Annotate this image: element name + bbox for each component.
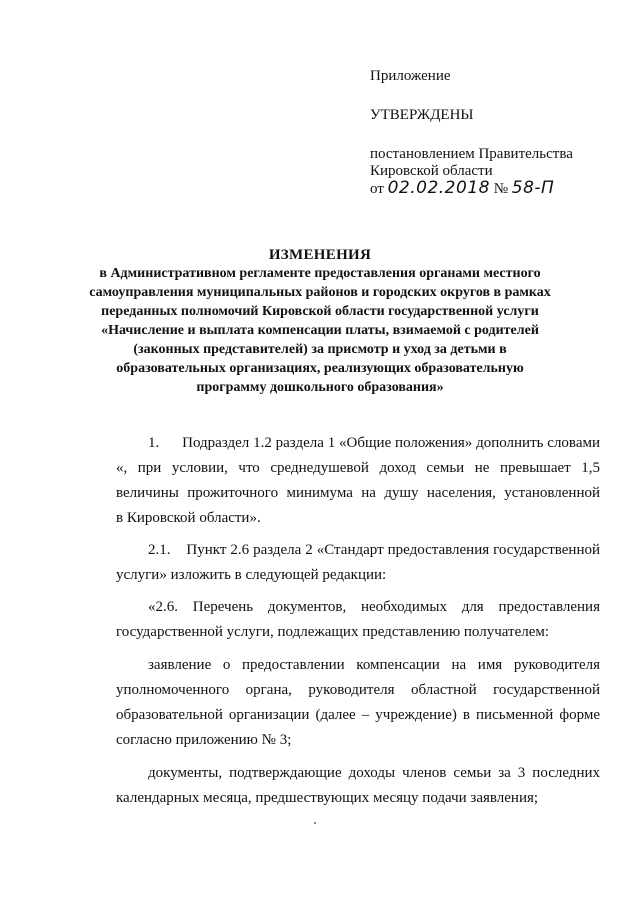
document-title (70, 246, 570, 397)
appendix-label: Приложение (370, 68, 451, 84)
decree-date-line (370, 180, 620, 198)
paragraph-2: 2.1. Пункт 2.6 раздела 2 «Стандарт предоставления государственной услуги» изложить в следующей редакции: (116, 542, 604, 583)
title-line: самоуправления муниципальных районов и городских округов в рамках (89, 285, 551, 300)
paragraph-1-end: в Кировской области». (116, 510, 261, 526)
paragraph-3: «2.6. Перечень документов, необходимых для предоставления государственной услуги, подлежащих представлению получателем: (116, 599, 600, 640)
paragraph-1: 1. Подраздел 1.2 раздела 1 «Общие положения» дополнить словами «, при условии, что среднедушевой доход семьи не превышает 1,5 величины прожиточного минимума на душу населения, установленной (116, 435, 604, 501)
handwritten-number: 58-П (511, 178, 555, 198)
title-line: «Начисление и выплата компенсации платы, взимаемой с родителей (101, 323, 539, 338)
approved-label: УТВЕРЖДЕНЫ (370, 107, 474, 123)
document-body (116, 431, 604, 811)
title-line: программу дошкольного образования» (196, 380, 444, 395)
number-sign: № (489, 181, 512, 197)
decree-line-2: Кировской области (370, 163, 493, 179)
scan-speck (314, 822, 316, 824)
decree-line-1: постановлением Правительства (370, 146, 573, 162)
title-line: (законных представителей) за присмотр и уход за детьми в (133, 342, 507, 357)
from-prefix: от (370, 181, 388, 197)
title-heading: ИЗМЕНЕНИЯ (268, 247, 372, 263)
title-line: образовательных организациях, реализующих образовательную (116, 361, 524, 376)
approval-block (370, 68, 620, 198)
paragraph-4: заявление о предоставлении компенсации на имя руководителя уполномоченного органа, руководителя областной государственной образовательной организации (далее – учреждение) в письменной форме согласно приложению № 3; (116, 657, 600, 748)
title-line: переданных полномочий Кировской области государственной услуги (101, 304, 539, 319)
paragraph-5: документы, подтверждающие доходы членов семьи за 3 последних календарных месяца, предшествующих месяцу подачи заявления; (116, 765, 600, 806)
title-line: в Административном регламенте предоставления органами местного (99, 266, 541, 281)
handwritten-date: 02.02.2018 (387, 178, 490, 198)
